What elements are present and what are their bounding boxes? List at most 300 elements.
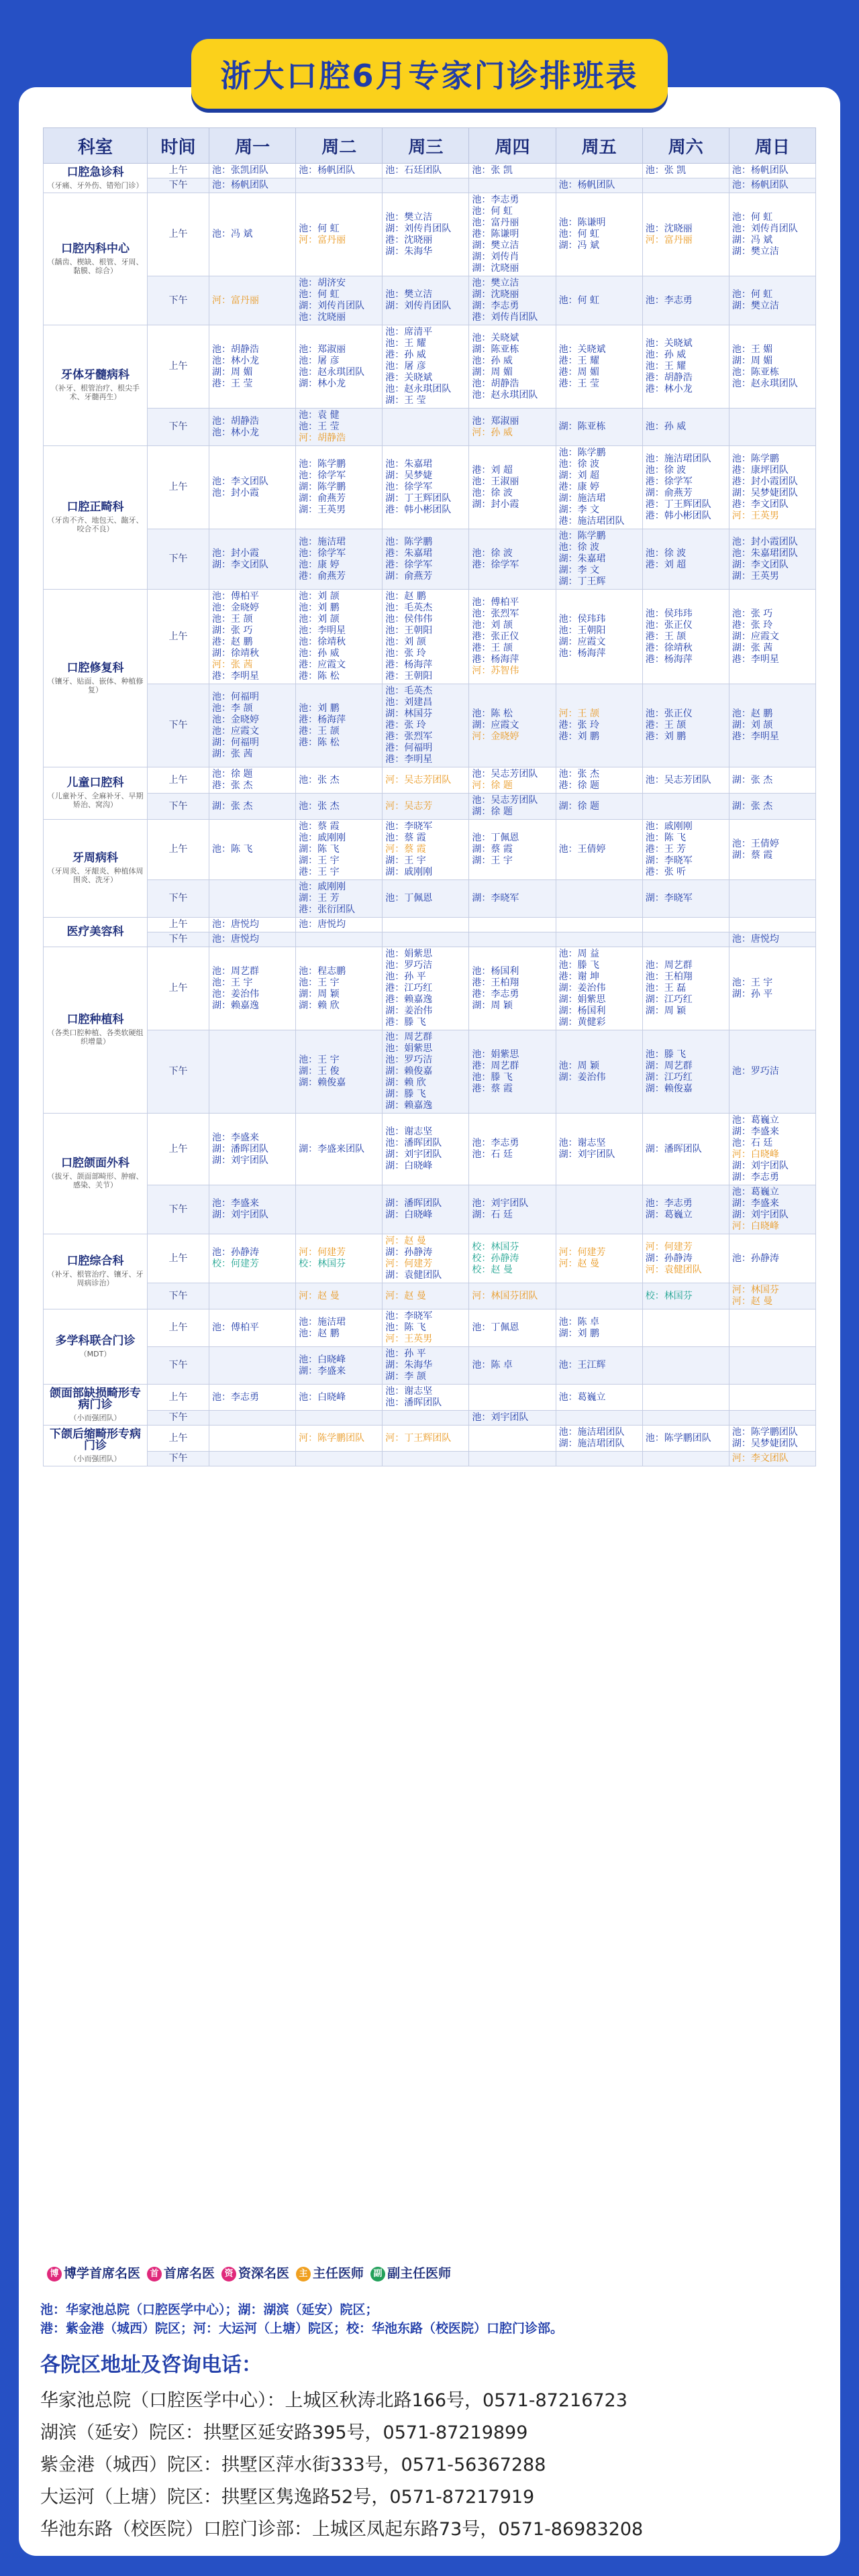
title-banner: [191, 39, 668, 109]
session-time: 上午: [148, 193, 209, 276]
doctor-entry: 池：徐靖秋: [299, 637, 346, 647]
doctor-entry: 湖：周 媚: [731, 355, 773, 366]
schedule-row: [44, 1114, 816, 1185]
schedule-row: [44, 1234, 816, 1283]
doctor-entry: 池：王 莹: [299, 421, 340, 432]
doctor-entry: 河：何建芳: [385, 1258, 433, 1269]
doctor-entry: 池：毛英杰: [385, 602, 433, 613]
doctor-entry: 池：何 虹: [731, 211, 773, 223]
schedule-cell: [556, 1114, 642, 1185]
schedule-cell: [383, 193, 469, 276]
schedule-row: [44, 590, 816, 684]
doctor-entry: 湖：冯 斌: [731, 234, 773, 246]
doctor-entry: 池：滕 飞: [645, 1049, 687, 1060]
schedule-cell: [383, 1309, 469, 1347]
doctor-entry: 湖：蔡 霞: [472, 844, 513, 855]
schedule-row: [44, 1030, 816, 1114]
schedule-cell: [469, 164, 556, 178]
doctor-entry: 池：徐 波: [558, 459, 600, 470]
doctor-entry: 池：何 虹: [299, 223, 340, 234]
doctor-entry: 池：杨国利: [472, 965, 519, 977]
doctor-entry: 池：陈学鹏: [731, 453, 779, 464]
schedule-cell: [556, 932, 642, 947]
session-time: 下午: [148, 1347, 209, 1385]
doctor-entry: 湖：王 俊: [299, 1066, 340, 1077]
department-label: 下颌后缩畸形专病门诊: [50, 1427, 141, 1452]
schedule-cell: [642, 446, 729, 529]
doctor-entry: 池：丁佩恩: [472, 1322, 519, 1333]
doctor-entry: 港：徐学军: [472, 559, 519, 570]
department-description: （镶牙、贴面、嵌体、种植修复）: [47, 676, 144, 694]
department-description: （儿童补牙、全麻补牙、早期矫治、窝沟）: [47, 792, 144, 809]
doctor-entry: 池：郑淑丽: [472, 415, 519, 427]
doctor-entry: 池：丁佩恩: [385, 893, 433, 904]
doctor-entry: 港：何福明: [385, 743, 433, 753]
header-tue: 周二: [296, 128, 383, 164]
department-name: [44, 164, 148, 193]
schedule-row: [44, 1347, 816, 1385]
doctor-entry: 池：陈学鹏: [385, 536, 433, 547]
legend-badge: 主: [296, 2267, 311, 2282]
schedule-cell: [469, 325, 556, 409]
department-label: 儿童口腔科: [66, 776, 124, 790]
doctor-entry: 河：何建芳: [645, 1241, 693, 1252]
schedule-cell: [642, 1309, 729, 1347]
doctor-entry: 港：徐 题: [558, 780, 600, 791]
doctor-entry: 池：徐 波: [645, 547, 687, 559]
campus-key-line: 池：华家池总院（口腔医学中心）；湖：湖滨（延安）院区；: [40, 2302, 378, 2317]
doctor-entry: 湖：张 茜: [212, 748, 253, 759]
schedule-cell: [469, 276, 556, 325]
header-row: [44, 128, 816, 164]
doctor-entry: 池：孙 平: [385, 1348, 426, 1359]
schedule-cell: [469, 880, 556, 918]
doctor-entry: 池：徐 波: [472, 547, 513, 559]
doctor-entry: 池：蔡 霞: [299, 821, 340, 832]
doctor-entry: 池：孙 威: [645, 421, 687, 432]
schedule-cell: [383, 880, 469, 918]
doctor-entry: 湖：丁王辉团队: [385, 493, 452, 504]
doctor-entry: 河：富丹丽: [212, 294, 259, 306]
department-label: 牙周病科: [72, 851, 118, 865]
doctor-entry: 港：施洁珺团队: [558, 516, 625, 527]
doctor-entry: 湖：刘宇团队: [212, 1155, 268, 1166]
doctor-entry: 湖：俞燕芳: [645, 487, 693, 498]
doctor-entry: 池：樊立洁: [385, 211, 433, 223]
schedule-cell: [642, 932, 729, 947]
schedule-cell: [209, 1309, 296, 1347]
schedule-cell: [729, 794, 815, 820]
doctor-entry: 池：陈亚栋: [731, 366, 779, 378]
session-time: 上午: [148, 325, 209, 409]
doctor-entry: 港：张 玲: [731, 619, 773, 631]
schedule-cell: [642, 1114, 729, 1185]
doctor-entry: 池：滕 飞: [558, 960, 600, 971]
doctor-entry: 湖：樊立洁: [731, 246, 779, 257]
doctor-entry: 港：康坪团队: [731, 464, 789, 476]
department-description: （龋齿、楔缺、根管、牙周、黏膜、综合）: [47, 257, 144, 275]
doctor-entry: 湖：俞燕芳: [299, 493, 346, 504]
schedule-cell: [296, 820, 383, 880]
doctor-entry: 河：赵 曼: [385, 1290, 426, 1301]
doctor-entry: 港：孙 威: [385, 350, 426, 360]
department-description: （牙痛、牙外伤、错殆门诊）: [47, 180, 144, 190]
doctor-entry: 池：张 杰: [558, 769, 600, 780]
doctor-entry: 池：唐悦均: [212, 934, 259, 945]
doctor-entry: 池：陈 卓: [558, 1316, 600, 1328]
department-label: 口腔种植科: [66, 1013, 124, 1026]
schedule-row: [44, 947, 816, 1030]
doctor-entry: 池：刘 颉: [299, 591, 340, 602]
doctor-entry: 池：何 虹: [299, 289, 340, 300]
department-description: （补牙、根管治疗、镶牙、牙周病诊治）: [47, 1270, 144, 1287]
doctor-entry: 湖：沈晓丽: [472, 263, 519, 274]
department-name: [44, 590, 148, 767]
doctor-entry: 池：白晓峰: [299, 1391, 346, 1403]
doctor-entry: 湖：孙静涛: [645, 1252, 693, 1264]
schedule-cell: [556, 276, 642, 325]
department-name: [44, 1309, 148, 1385]
doctor-entry: 湖：刘传肖: [472, 252, 519, 262]
schedule-cell: [383, 529, 469, 590]
schedule-cell: [383, 1030, 469, 1114]
doctor-entry: 港：王 耀: [558, 355, 600, 366]
doctor-entry: 池：张 凯: [472, 165, 513, 176]
doctor-entry: 池：李志勇: [472, 195, 519, 205]
doctor-entry: 池：赵 鹏: [299, 1328, 340, 1339]
session-time: 上午: [148, 1309, 209, 1347]
doctor-entry: 池：王 颉: [212, 614, 253, 625]
doctor-entry: 湖：王 莹: [385, 395, 426, 406]
schedule-cell: [296, 446, 383, 529]
doctor-entry: 湖：朱嘉珺: [558, 553, 606, 564]
doctor-entry: 河：吴志芳: [385, 800, 433, 812]
doctor-entry: 池：戚刚刚: [645, 821, 693, 832]
schedule-row: [44, 767, 816, 794]
doctor-entry: 池：娟紫思: [385, 949, 433, 959]
schedule-cell: [729, 1347, 815, 1385]
session-time: 下午: [148, 1185, 209, 1234]
doctor-entry: 港：李明星: [731, 653, 779, 665]
schedule-row: [44, 529, 816, 590]
doctor-entry: 湖：王英男: [731, 570, 779, 582]
doctor-entry: 池：陈 松: [472, 708, 513, 719]
doctor-entry: 池：王朝阳: [385, 625, 433, 636]
session-time: 上午: [148, 1426, 209, 1452]
schedule-cell: [383, 178, 469, 193]
doctor-entry: 池：何 虹: [472, 206, 513, 217]
doctor-entry: 湖：刘传肖团队: [385, 301, 452, 311]
doctor-entry: 池：刘宇团队: [472, 1412, 529, 1423]
doctor-entry: 港：张正仪: [472, 631, 519, 642]
header-wed: 周三: [383, 128, 469, 164]
schedule-cell: [556, 1452, 642, 1466]
department-label: 牙体牙髓病科: [61, 368, 130, 382]
doctor-entry: 湖：张 杰: [731, 774, 773, 786]
doctor-entry: 港：韩小彬团队: [385, 504, 452, 515]
schedule-cell: [469, 932, 556, 947]
session-time: 下午: [148, 880, 209, 918]
doctor-entry: 池：杨帆团队: [299, 165, 356, 176]
doctor-entry: 池：陈学鹏: [558, 531, 606, 541]
doctor-entry: 湖：丁王辉: [558, 576, 606, 587]
doctor-entry: 池：郑淑丽: [299, 343, 346, 355]
header-dept: 科室: [44, 128, 148, 164]
department-description: （补牙、根管治疗、根尖手术、牙髓再生）: [51, 384, 140, 401]
schedule-cell: [209, 193, 296, 276]
schedule-cell: [209, 767, 296, 794]
schedule-cell: [729, 820, 815, 880]
schedule-cell: [209, 409, 296, 446]
session-time: 上午: [148, 918, 209, 932]
schedule-cell: [556, 1385, 642, 1411]
doctor-entry: 河：张 茜: [212, 659, 253, 670]
doctor-entry: 港：应霞文: [299, 659, 346, 670]
schedule-cell: [642, 918, 729, 932]
schedule-cell: [469, 794, 556, 820]
doctor-entry: 河：赵 曼: [558, 1258, 600, 1269]
doctor-entry: 池：张 杰: [299, 774, 340, 786]
schedule-row: [44, 684, 816, 767]
doctor-entry: 池：关晓斌: [558, 343, 606, 355]
schedule-cell: [296, 1309, 383, 1347]
doctor-entry: 湖：李盛来: [299, 1365, 346, 1377]
doctor-entry: 池：金晓婷: [212, 602, 259, 613]
schedule-cell: [556, 178, 642, 193]
schedule-cell: [209, 1426, 296, 1452]
header-time: 时间: [148, 128, 209, 164]
schedule-cell: [296, 767, 383, 794]
doctor-entry: 河：何建芳: [299, 1247, 346, 1258]
doctor-entry: 港：王 颉: [645, 631, 687, 642]
doctor-entry: 港：江巧红: [385, 983, 433, 994]
session-time: 上午: [148, 767, 209, 794]
doctor-entry: 河：吴志芳团队: [385, 774, 452, 786]
doctor-entry: 池：罗巧洁: [385, 1055, 433, 1065]
doctor-entry: 池：王 耀: [385, 338, 426, 349]
schedule-cell: [469, 529, 556, 590]
doctor-entry: 港：张烈军: [385, 731, 433, 742]
doctor-entry: 湖：何福明: [212, 737, 259, 748]
doctor-entry: 港：滕 飞: [385, 1017, 426, 1028]
schedule-cell: [383, 794, 469, 820]
doctor-entry: 湖：刘宇团队: [731, 1161, 789, 1171]
doctor-entry: 池：谢志坚: [385, 1386, 433, 1397]
schedule-cell: [383, 1185, 469, 1234]
schedule-cell: [469, 767, 556, 794]
doctor-entry: 池：陈 卓: [472, 1360, 513, 1371]
doctor-entry: 池：刘传肖团队: [731, 223, 798, 234]
doctor-entry: 港：张衍团队: [299, 904, 356, 915]
doctor-entry: 池：葛巍立: [558, 1391, 606, 1403]
doctor-entry: 池：王 宇: [299, 1055, 340, 1065]
schedule-cell: [729, 276, 815, 325]
doctor-entry: 池：李 颉: [212, 702, 253, 714]
schedule-cell: [296, 1234, 383, 1283]
doctor-entry: 湖：袁健团队: [385, 1270, 442, 1281]
doctor-entry: 池：徐 题: [212, 769, 253, 780]
schedule-cell: [642, 1411, 729, 1426]
schedule-cell: [296, 1385, 383, 1411]
department-label: 颌面部缺损畸形专病门诊: [50, 1386, 141, 1411]
doctor-entry: 湖：葛巍立: [645, 1210, 693, 1220]
schedule-row: [44, 1385, 816, 1411]
schedule-cell: [642, 164, 729, 178]
doctor-entry: 湖：刘宇团队: [385, 1149, 442, 1160]
doctor-entry: 池：傅柏平: [212, 591, 259, 602]
schedule-cell: [642, 325, 729, 409]
session-time: 上午: [148, 820, 209, 880]
department-name: [44, 193, 148, 325]
doctor-entry: 池：陈学鹏: [299, 459, 346, 470]
schedule-cell: [209, 1234, 296, 1283]
department-description: （牙齿不齐、地包天、龅牙、咬合不良）: [47, 516, 144, 533]
schedule-cell: [729, 947, 815, 1030]
doctor-entry: 池：陈谦明: [558, 217, 606, 228]
page-title: 浙大口腔6月专家门诊排班表: [220, 58, 639, 94]
doctor-entry: 港：丁王辉团队: [645, 498, 711, 510]
schedule-cell: [383, 1114, 469, 1185]
doctor-entry: 湖：赖俊嘉: [645, 1083, 693, 1094]
doctor-entry: 湖：李文团队: [731, 559, 789, 570]
doctor-entry: 池：谢志坚: [385, 1126, 433, 1137]
doctor-entry: 池：富丹丽: [472, 217, 519, 228]
doctor-entry: 湖：张 杰: [731, 800, 773, 812]
doctor-entry: 港：周 媚: [558, 366, 600, 378]
address-line: 华家池总院（口腔医学中心）：上城区秋涛北路166号，0571-87216723: [40, 2390, 627, 2411]
schedule-cell: [296, 325, 383, 409]
schedule-cell: [296, 164, 383, 178]
schedule-cell: [729, 918, 815, 932]
session-time: 下午: [148, 1030, 209, 1114]
schedule-cell: [296, 684, 383, 767]
doctor-entry: 池：王柏翔: [645, 971, 693, 982]
doctor-entry: 池：施洁珺: [299, 1316, 346, 1328]
doctor-entry: 池：潘晖团队: [385, 1138, 442, 1148]
doctor-entry: 池：李明星: [299, 625, 346, 636]
doctor-entry: 池：席清平: [385, 327, 433, 337]
doctor-entry: 池：封小霞: [212, 487, 259, 498]
doctor-entry: 池：潘晖团队: [385, 1397, 442, 1408]
schedule-cell: [469, 1426, 556, 1452]
doctor-entry: 港：赖嘉逸: [385, 994, 433, 1005]
schedule-cell: [383, 1426, 469, 1452]
doctor-entry: 湖：黄健彩: [558, 1017, 606, 1028]
schedule-cell: [383, 1234, 469, 1283]
doctor-entry: 河：苏智伟: [472, 665, 519, 676]
doctor-entry: 池：罗巧洁: [385, 960, 433, 971]
schedule-cell: [296, 880, 383, 918]
doctor-entry: 湖：沈晓丽: [472, 289, 519, 300]
session-time: 下午: [148, 1283, 209, 1309]
schedule-cell: [642, 880, 729, 918]
department-name: [44, 1426, 148, 1466]
doctor-entry: 湖：王 宇: [299, 855, 340, 866]
schedule-cell: [383, 1411, 469, 1426]
doctor-entry: 池：张 凯: [645, 165, 687, 176]
doctor-entry: 河：陈学鹏团队: [299, 1432, 365, 1444]
department-name: [44, 446, 148, 590]
address-line: 华池东路（校医院）口腔门诊部：上城区凤起东路73号，0571-86983208: [40, 2519, 644, 2540]
legend-label: 博学首席名医: [64, 2266, 141, 2281]
doctor-entry: 池：唐悦均: [731, 934, 779, 945]
schedule-cell: [556, 794, 642, 820]
schedule-cell: [729, 1385, 815, 1411]
doctor-entry: 湖：潘晖团队: [212, 1143, 268, 1155]
schedule-cell: [383, 684, 469, 767]
schedule-cell: [729, 1426, 815, 1452]
department-name: [44, 1234, 148, 1309]
doctor-entry: 池：张凯团队: [212, 165, 268, 176]
schedule-cell: [383, 767, 469, 794]
doctor-entry: 池：周 益: [558, 949, 600, 959]
doctor-entry: 池：施洁珺: [299, 536, 346, 547]
doctor-entry: 湖：李盛来: [731, 1198, 779, 1209]
schedule-cell: [209, 932, 296, 947]
schedule-cell: [296, 1411, 383, 1426]
schedule-cell: [209, 276, 296, 325]
schedule-row: [44, 164, 816, 178]
doctor-entry: 湖：林国芬: [385, 708, 433, 719]
schedule-cell: [383, 932, 469, 947]
doctor-entry: 湖：冯 斌: [558, 240, 600, 251]
schedule-cell: [209, 880, 296, 918]
schedule-cell: [469, 1452, 556, 1466]
doctor-entry: 池：张正仪: [645, 708, 693, 719]
schedule-cell: [642, 178, 729, 193]
schedule-cell: [296, 1030, 383, 1114]
header-mon: 周一: [209, 128, 296, 164]
session-time: 下午: [148, 276, 209, 325]
schedule-cell: [642, 590, 729, 684]
schedule-cell: [556, 1347, 642, 1385]
doctor-entry: 池：何福明: [212, 691, 259, 702]
schedule-cell: [729, 880, 815, 918]
department-name: [44, 947, 148, 1114]
doctor-entry: 湖：徐 题: [558, 800, 600, 812]
doctor-entry: 池：刘 鹏: [299, 602, 340, 613]
doctor-entry: 港：李文团队: [731, 498, 789, 510]
schedule-cell: [469, 1030, 556, 1114]
doctor-entry: 池：娟紫思: [472, 1049, 519, 1060]
schedule-cell: [209, 164, 296, 178]
doctor-entry: 池：周艺群: [645, 960, 693, 971]
doctor-entry: 池：沈晓丽: [299, 312, 346, 323]
doctor-entry: 池：刘宇团队: [472, 1198, 529, 1209]
doctor-entry: 港：赵 鹏: [212, 637, 253, 647]
doctor-entry: 港：徐靖秋: [645, 642, 693, 653]
doctor-entry: 河：王英男: [385, 1334, 433, 1344]
doctor-entry: 港：王 颉: [472, 642, 513, 653]
schedule-cell: [469, 820, 556, 880]
doctor-entry: 港：杨海萍: [472, 653, 519, 665]
schedule-cell: [556, 767, 642, 794]
doctor-entry: 湖：刘宇团队: [558, 1149, 615, 1160]
doctor-entry: 港：刘传肖团队: [472, 312, 538, 323]
doctor-entry: 河：孙 威: [472, 427, 513, 438]
doctor-entry: 河：蔡 霞: [385, 844, 426, 855]
doctor-entry: 港：王 莹: [558, 378, 600, 389]
schedule-cell: [209, 684, 296, 767]
schedule-row: [44, 193, 816, 276]
doctor-entry: 港：刘 超: [472, 464, 513, 476]
doctor-entry: 湖：李晓军: [645, 893, 693, 904]
doctor-entry: 池：应霞文: [212, 725, 259, 737]
schedule-cell: [209, 590, 296, 684]
schedule-cell: [209, 947, 296, 1030]
schedule-cell: [209, 1347, 296, 1385]
doctor-entry: 湖：刘宇团队: [212, 1210, 268, 1220]
